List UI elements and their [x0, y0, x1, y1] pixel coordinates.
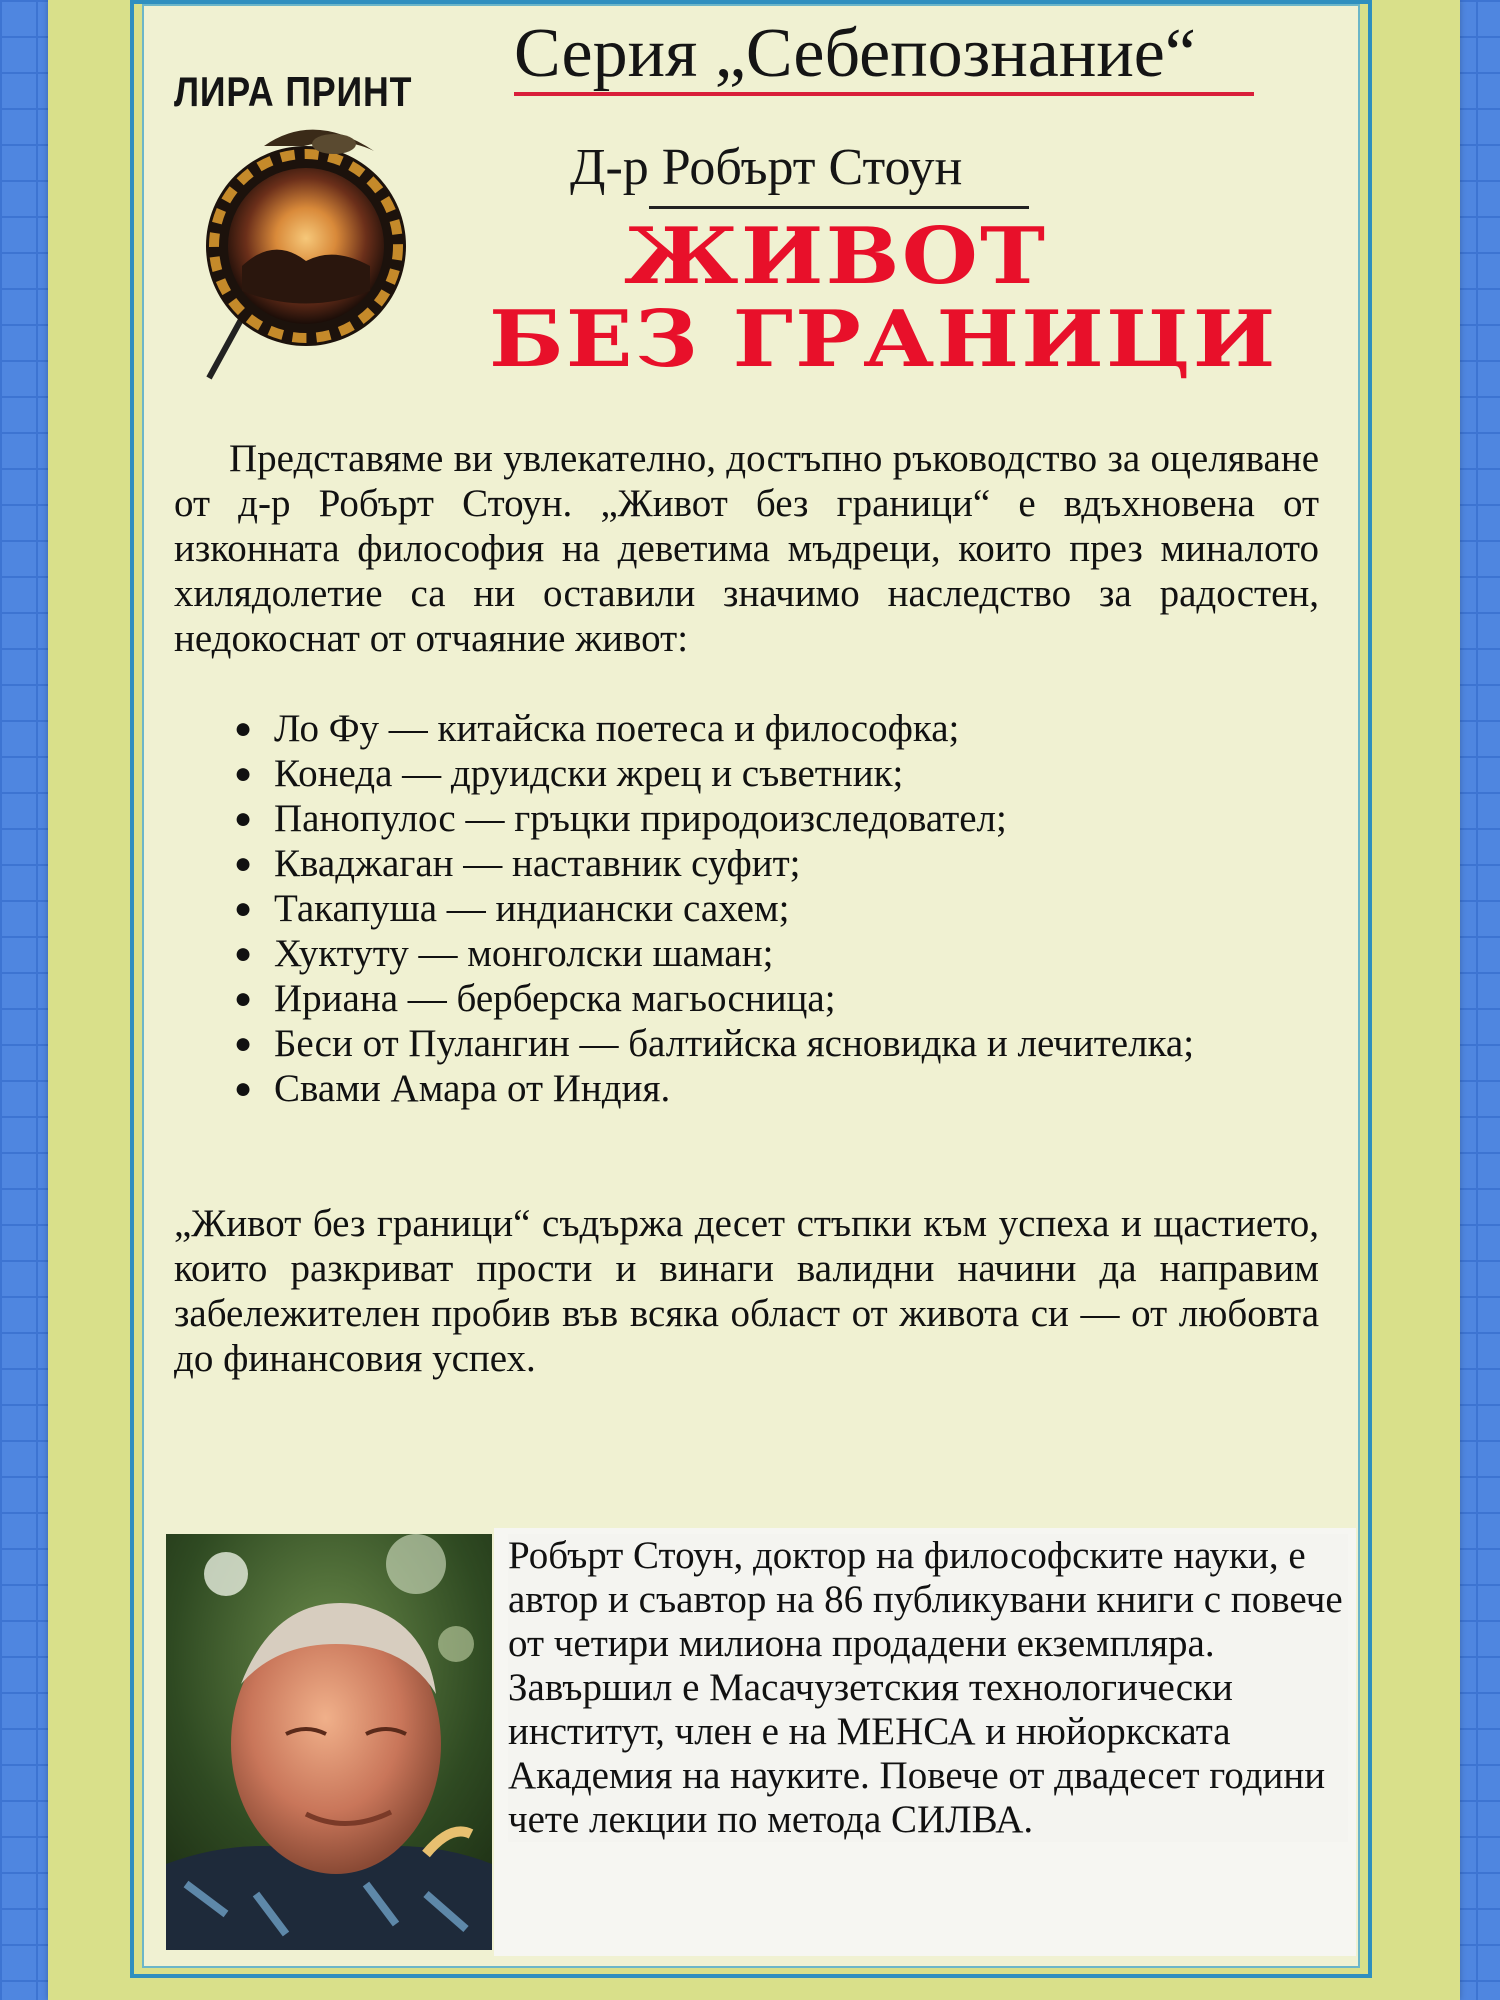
list-item	[174, 976, 1319, 1021]
bullet-dot-icon: ●	[234, 847, 253, 880]
author-bio: Робърт Стоун, доктор на философските науки, е автор и съавтор на 86 публикувани книги с повече от четири милиона продадени екземпляра. Завършил е Масачузетския технологически институт, член е на МЕНСА и нюйоркската Академия на науките. Повече от двадесет години чете лекции по метода СИЛВА.	[508, 1534, 1348, 1842]
intro-paragraph: Представяме ви увлекателно, достъпно ръководство за оцеляване от д-р Робърт Стоун. „Живот без граници“ е вдъхновена от изконната философия на деветима мъдреци, които през миналото хилядолетие са ни оставили значимо наследство за радостен, недокоснат от отчаяние живот:	[174, 437, 1319, 660]
bullet-dot-icon: ●	[234, 892, 253, 925]
list-item-text: Ло Фу — китайска поетеса и философка;	[274, 707, 960, 750]
list-item-text: Панопулос — гръцки природоизследовател;	[274, 797, 1007, 840]
list-item-text: Кваджаган — наставник суфит;	[274, 842, 801, 885]
list-item	[174, 706, 1319, 751]
publisher-emblem-icon	[184, 116, 424, 386]
sages-list	[174, 706, 1319, 1111]
list-item-text: Ириана — берберска магьосница;	[274, 977, 836, 1020]
list-item	[174, 1021, 1319, 1066]
bullet-dot-icon: ●	[234, 982, 253, 1015]
content-panel	[142, 4, 1360, 1968]
list-item	[174, 796, 1319, 841]
list-item-text: Хуктуту — монголски шаман;	[274, 932, 774, 975]
list-item	[174, 886, 1319, 931]
list-item-text: Беси от Пулангин — балтийска ясновидка и лечителка;	[274, 1022, 1195, 1065]
bullet-dot-icon: ●	[234, 802, 253, 835]
bullet-dot-icon: ●	[234, 757, 253, 790]
book-title-line-2: БЕЗ ГРАНИЦИ	[489, 294, 1278, 385]
book-title-line-1: ЖИВОТ	[624, 211, 1048, 302]
series-underline	[514, 92, 1254, 96]
list-item	[174, 931, 1319, 976]
list-item-text: Такапуша — индиански сахем;	[274, 887, 790, 930]
author-photo	[166, 1534, 492, 1950]
bullet-dot-icon: ●	[234, 937, 253, 970]
author-name: Д-р Робърт Стоун	[570, 139, 963, 196]
list-item	[174, 751, 1319, 796]
cover-frame	[130, 0, 1372, 1978]
list-item	[174, 1066, 1319, 1111]
list-item	[174, 841, 1319, 886]
bullet-dot-icon: ●	[234, 712, 253, 745]
bullet-dot-icon: ●	[234, 1072, 253, 1105]
book-back-cover	[48, 0, 1460, 2000]
list-item-text: Конеда — друидски жрец и съветник;	[274, 752, 904, 795]
series-title: Серия „Себепознание“	[514, 15, 1196, 92]
summary-paragraph: „Живот без граници“ съдържа десет стъпки към успеха и щастието, които разкриват прости и винаги валидни начини да направим забележителен пробив във всяка област от живота си — от любовта до финансовия успех.	[174, 1202, 1319, 1380]
bullet-dot-icon: ●	[234, 1027, 253, 1060]
list-item-text: Свами Амара от Индия.	[274, 1067, 671, 1110]
author-underline	[649, 206, 1029, 209]
publisher-name: ЛИРА ПРИНТ	[174, 68, 413, 115]
